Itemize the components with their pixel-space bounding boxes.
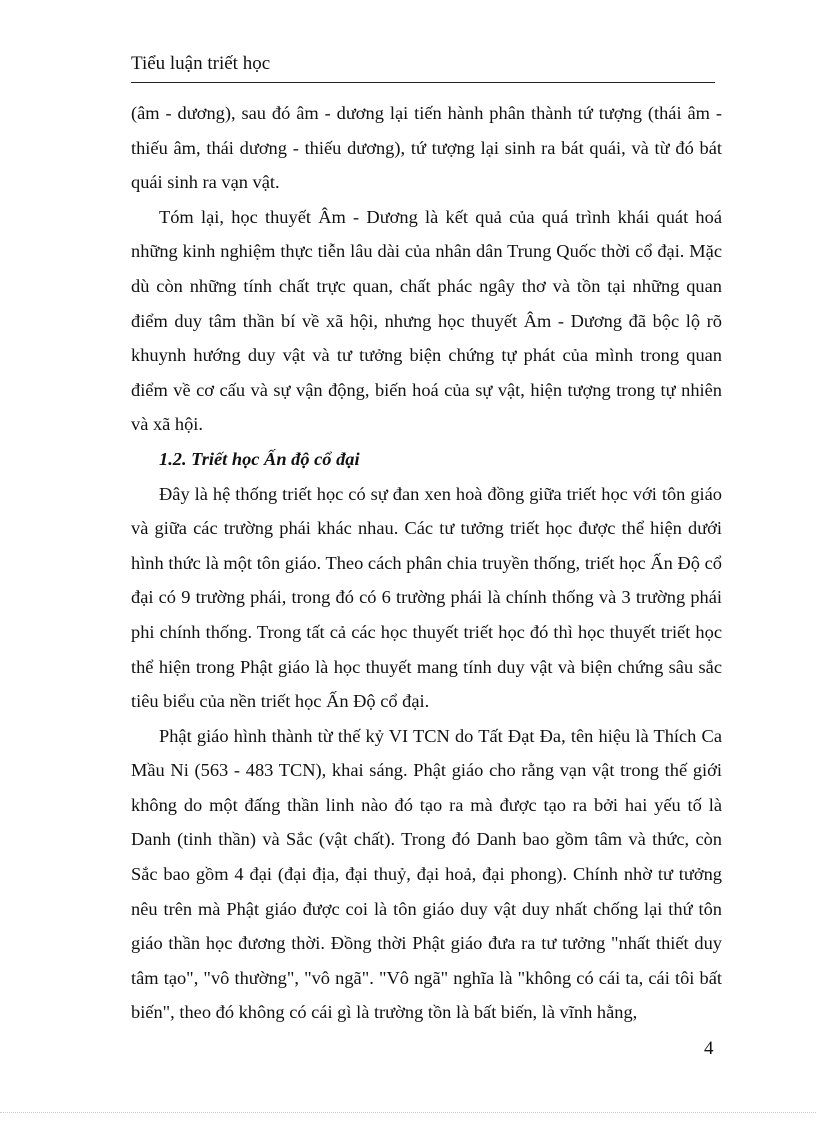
paragraph-continuation: (âm - dương), sau đó âm - dương lại tiến hành phân thành tứ tượng (thái âm - thiếu âm, thái dương - thiếu dương), tứ tượng lại sinh ra bát quái, và từ đó bát quái sinh ra vạn vật. bbox=[131, 103, 722, 193]
document-body bbox=[131, 96, 722, 1030]
section-heading: 1.2. Triết học Ấn độ cổ đại bbox=[159, 448, 360, 469]
header-divider bbox=[131, 82, 715, 83]
page-number: 4 bbox=[704, 1038, 714, 1059]
paragraph-am-duong-summary: Tóm lại, học thuyết Âm - Dương là kết quả của quá trình khái quát hoá những kinh nghiệm thực tiễn lâu dài của nhân dân Trung Quốc thời cổ đại. Mặc dù còn những tính chất trực quan, chất phác ngây thơ và tồn tại những quan điểm duy tâm thần bí về xã hội, nhưng học thuyết Âm - Dương đã bộc lộ rõ khuynh hướng duy vật và tư tưởng biện chứng tự phát của mình trong quan điểm về cơ cấu và sự vận động, biến hoá của sự vật, hiện tượng trong tự nhiên và xã hội. bbox=[131, 206, 722, 435]
page-bottom-border bbox=[0, 1112, 816, 1113]
running-header-title: Tiểu luận triết học bbox=[131, 53, 271, 74]
paragraph-buddhism: Phật giáo hình thành từ thế kỷ VI TCN do Tất Đạt Đa, tên hiệu là Thích Ca Mầu Ni (563 - 483 TCN), khai sáng. Phật giáo cho rằng vạn vật trong thế giới không do một đấng thần linh nào đó tạo ra mà được tạo ra bởi hai yếu tố là Danh (tinh thần) và Sắc (vật chất). Trong đó Danh bao gồm tâm và thức, còn Sắc bao gồm 4 đại (đại địa, đại thuỷ, đại hoả, đại phong). Chính nhờ tư tưởng nêu trên mà Phật giáo được coi là tôn giáo duy vật duy nhất chống lại thứ tôn giáo thần học đương thời. Đồng thời Phật giáo đưa ra tư tưởng "nhất thiết duy tâm tạo", "vô thường", "vô ngã". "Vô ngã" nghĩa là "không có cái ta, cái tôi bất biến", theo đó không có cái gì là trường tồn là bất biến, là vĩnh hằng, bbox=[131, 725, 722, 1023]
paragraph-indian-philosophy: Đây là hệ thống triết học có sự đan xen hoà đồng giữa triết học với tôn giáo và giữa các trường phái khác nhau. Các tư tưởng triết học được thể hiện dưới hình thức là một tôn giáo. Theo cách phân chia truyền thống, triết học Ấn Độ cổ đại có 9 trường phái, trong đó có 6 trường phái là chính thống và 3 trường phái phi chính thống. Trong tất cả các học thuyết triết học đó thì học thuyết triết học thể hiện trong Phật giáo là học thuyết mang tính duy vật và biện chứng sâu sắc tiêu biểu của nền triết học Ấn Độ cổ đại. bbox=[131, 483, 722, 712]
